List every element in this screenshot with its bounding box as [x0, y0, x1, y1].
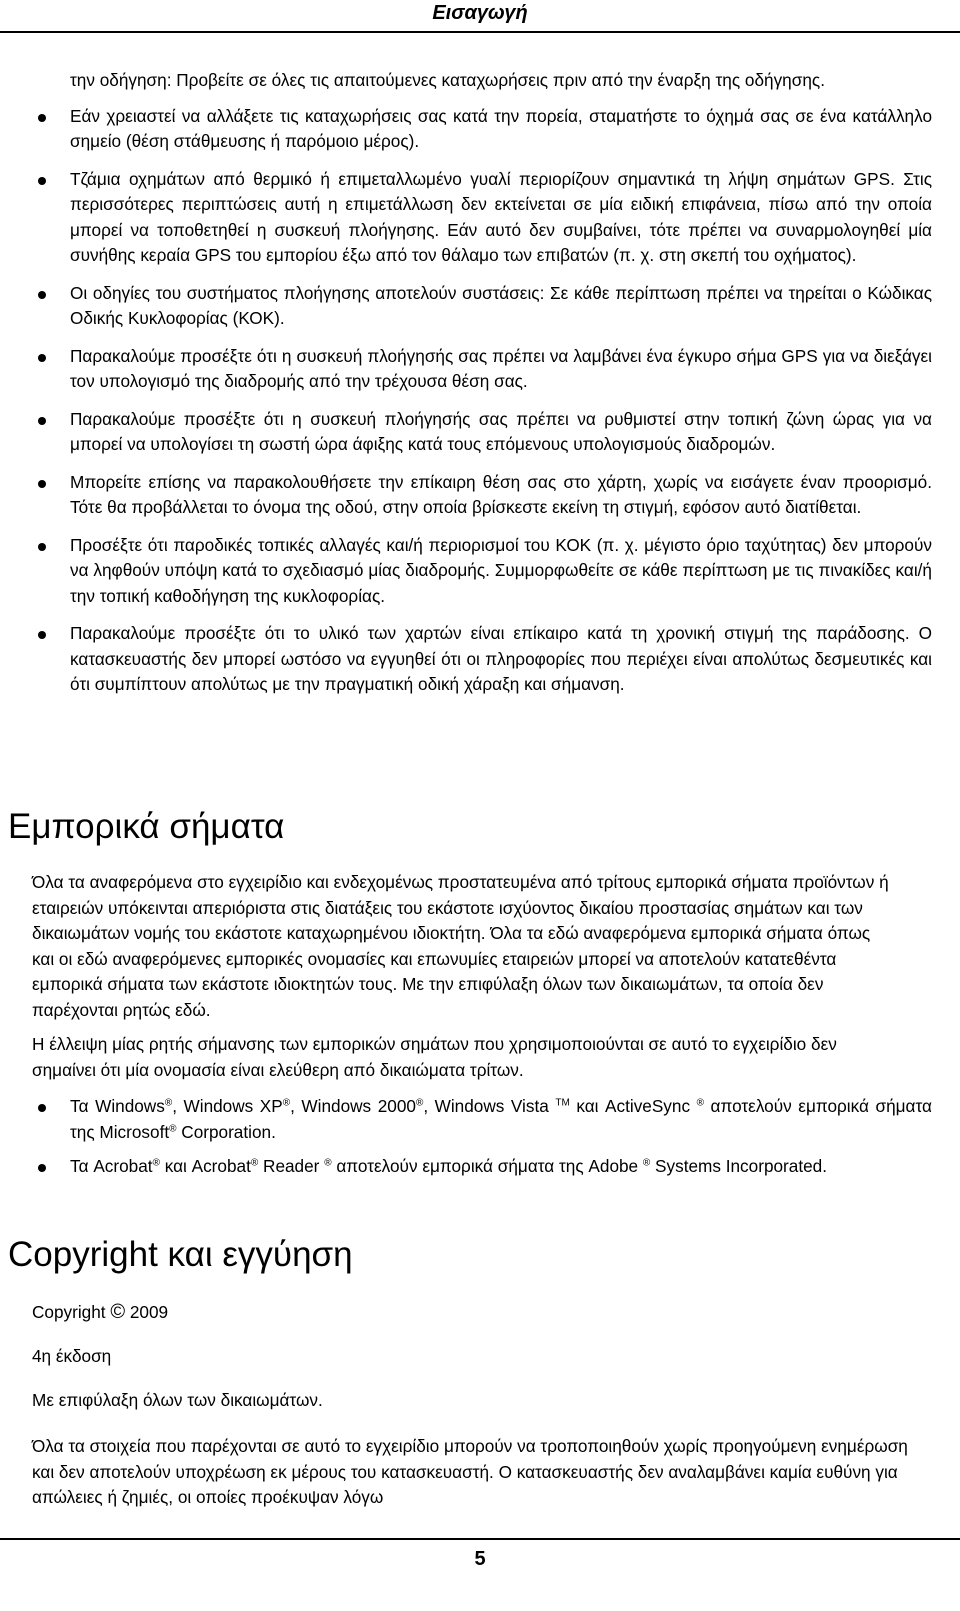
bullet-icon [38, 1104, 46, 1112]
header-rule [0, 31, 960, 33]
bullet-icon [38, 291, 46, 299]
list-item [38, 167, 932, 269]
trademarks-heading: Εμπορικά σήματα [8, 807, 285, 846]
list-item-text: Παρακαλούμε προσέξτε ότι η συσκευή πλοήγησής σας πρέπει να ρυθμιστεί στην τοπική ζώνη ώρας για να μπορεί να υπολογίσει τη σωστή ώρα άφιξης κατά τους επόμενους υπολογισμούς διαδρομών. [70, 408, 932, 454]
list-item [38, 344, 932, 395]
list-item [38, 533, 932, 610]
list-item-text: Τζάμια οχημάτων από θερμικό ή επιμεταλλωμένο γυαλί περιορίζουν σημαντικά τη λήψη σημάτων GPS. Στις περισσότερες περιπτώσεις αυτή η επιμετάλλωση δεν εκτείνεται σε μία ειδική επιφάνεια, πίσω από την οποία μπορεί να τοποθετηθεί η συσκευή πλοήγησης. Εάν αυτό δεν συμβαίνει, τότε πρέπει να συναρμολογηθεί μία συνήθης κεραία GPS του εμπορίου έξω από τον θάλαμο των επιβατών (π. χ. στη σκεπή του οχήματος). [70, 168, 932, 265]
trademark-list [38, 1094, 932, 1189]
header-title: Εισαγωγή [432, 2, 528, 24]
rights-text: Με επιφύλαξη όλων των δικαιωμάτων. [32, 1390, 323, 1410]
list-item [38, 470, 932, 521]
page-number: 5 [474, 1548, 486, 1570]
list-item-text: Παρακαλούμε προσέξτε ότι το υλικό των χαρτών είναι επίκαιρο κατά τη χρονική στιγμή της παράδοσης. Ο κατασκευαστής δεν μπορεί ωστόσο να εγγυηθεί ότι οι πληροφορίες που περιέχει είναι απολύτως δεσμευτικές και ότι συμπίπτουν απολύτως με την πραγματική οδική χάραξη και σήμανση. [70, 623, 932, 694]
intro-bullet-list [38, 68, 932, 710]
footer-rule [0, 1538, 960, 1540]
list-item [38, 1154, 932, 1180]
edition-text: 4η έκδοση [32, 1346, 112, 1366]
list-item [38, 621, 932, 698]
bullet-icon [38, 114, 46, 122]
list-item-text: Τα Acrobat® και Acrobat® Reader ® αποτελούν εμπορικά σήματα της Adobe ® Systems Incorporated. [70, 1156, 828, 1176]
disclaimer-paragraph: Όλα τα στοιχεία που παρέχονται σε αυτό το εγχειρίδιο μπορούν να τροποποιηθούν χωρίς προηγούμενη ενημέρωση και δεν αποτελούν υποχρέωση εκ μέρους του κατασκευαστή. Ο κατασκευαστής δεν αναλαμβάνει καμία ευθύνη για απώλειες ή ζημιές, οι οποίες προέκυψαν λόγω [32, 1436, 908, 1507]
list-item [38, 104, 932, 155]
copyright-symbol: © [110, 1301, 126, 1323]
bullet-icon [38, 177, 46, 185]
bullet-icon [38, 631, 46, 639]
bullet-icon [38, 1164, 46, 1172]
list-item-text: Παρακαλούμε προσέξτε ότι η συσκευή πλοήγησής σας πρέπει να λαμβάνει ένα έγκυρο σήμα GPS για να διεξάγει τον υπολογισμό της διαδρομής από την τρέχουσα θέση σας. [70, 345, 932, 391]
list-item-text: Προσέξτε ότι παροδικές τοπικές αλλαγές και/ή περιορισμοί του ΚΟΚ (π. χ. μέγιστο όριο ταχύτητας) δεν μπορούν να ληφθούν υπόψη κατά το σχεδιασμό μίας διαδρομής. Συμμορφωθείτε σε κάθε περίπτωση με τις πινακίδες και/ή την τοπική καθοδήγηση της κυκλοφορίας. [70, 534, 932, 606]
bullet-icon [38, 480, 46, 488]
copyright-line: Copyright © 2009 [32, 1301, 169, 1323]
trademarks-note-paragraph: Η έλλειψη μίας ρητής σήμανσης των εμπορικών σημάτων που χρησιμοποιούνται σε αυτό το εγχειρίδιο δεν σημαίνει ότι μία ονομασία είναι ελεύθερη από δικαιώματα τρίτων. [32, 1034, 837, 1080]
copyright-heading: Copyright και εγγύηση [8, 1235, 353, 1274]
list-item-text: Τα Windows®, Windows XP®, Windows 2000®, Windows Vista ™ και ActiveSync ® αποτελούν εμπορικά σήματα της Microsoft® Corporation. [70, 1096, 932, 1142]
page-header [0, 0, 960, 28]
list-item [38, 1094, 932, 1145]
bullet-icon [38, 354, 46, 362]
bullet-icon [38, 543, 46, 551]
list-item-text: την οδήγηση: Προβείτε σε όλες τις απαιτούμενες καταχωρήσεις πριν από την έναρξη της οδήγησης. [70, 70, 825, 90]
list-item [38, 68, 932, 94]
list-item [38, 407, 932, 458]
list-item-text: Μπορείτε επίσης να παρακολουθήσετε την επίκαιρη θέση σας στο χάρτη, χωρίς να εισάγετε έναν προορισμό. Τότε θα προβάλλεται το όνομα της οδού, στην οποία βρίσκεστε εκείνη τη στιγμή, εφόσον αυτό διατίθεται. [70, 471, 932, 517]
list-item [38, 281, 932, 332]
list-item-text: Οι οδηγίες του συστήματος πλοήγησης αποτελούν συστάσεις: Σε κάθε περίπτωση πρέπει να τηρείται ο Κώδικας Οδικής Κυκλοφορίας (ΚΟΚ). [70, 282, 932, 328]
trademarks-paragraph: Όλα τα αναφερόμενα στο εγχειρίδιο και ενδεχομένως προστατευμένα από τρίτους εμπορικά σήματα προϊόντων ή εταιρειών υπόκεινται απεριόριστα στις διατάξεις του εκάστοτε ισχύοντος δικαίου προστασίας σημάτων και των δικαιωμάτων νομής του εκάστοτε καταχωρημένου ιδιοκτήτη. Όλα τα εδώ αναφερόμενα εμπορικά σήματα όπως και οι εδώ αναφερόμενες εμπορικές ονομασίες και επωνυμίες εταιρειών μπορεί να αποτελούν κατατεθέντα εμπορικά σήματα των εκάστοτε ιδιοκτητών τους. Με την επιφύλαξη όλων των δικαιωμάτων, τα οποία δεν παρέχονται ρητώς εδώ. [32, 872, 889, 1020]
bullet-icon [38, 417, 46, 425]
list-item-text: Εάν χρειαστεί να αλλάξετε τις καταχωρήσεις σας κατά την πορεία, σταματήστε το όχημά σας σε ένα κατάλληλο σημείο (θέση στάθμευσης ή παρόμοιο μέρος). [70, 105, 932, 151]
